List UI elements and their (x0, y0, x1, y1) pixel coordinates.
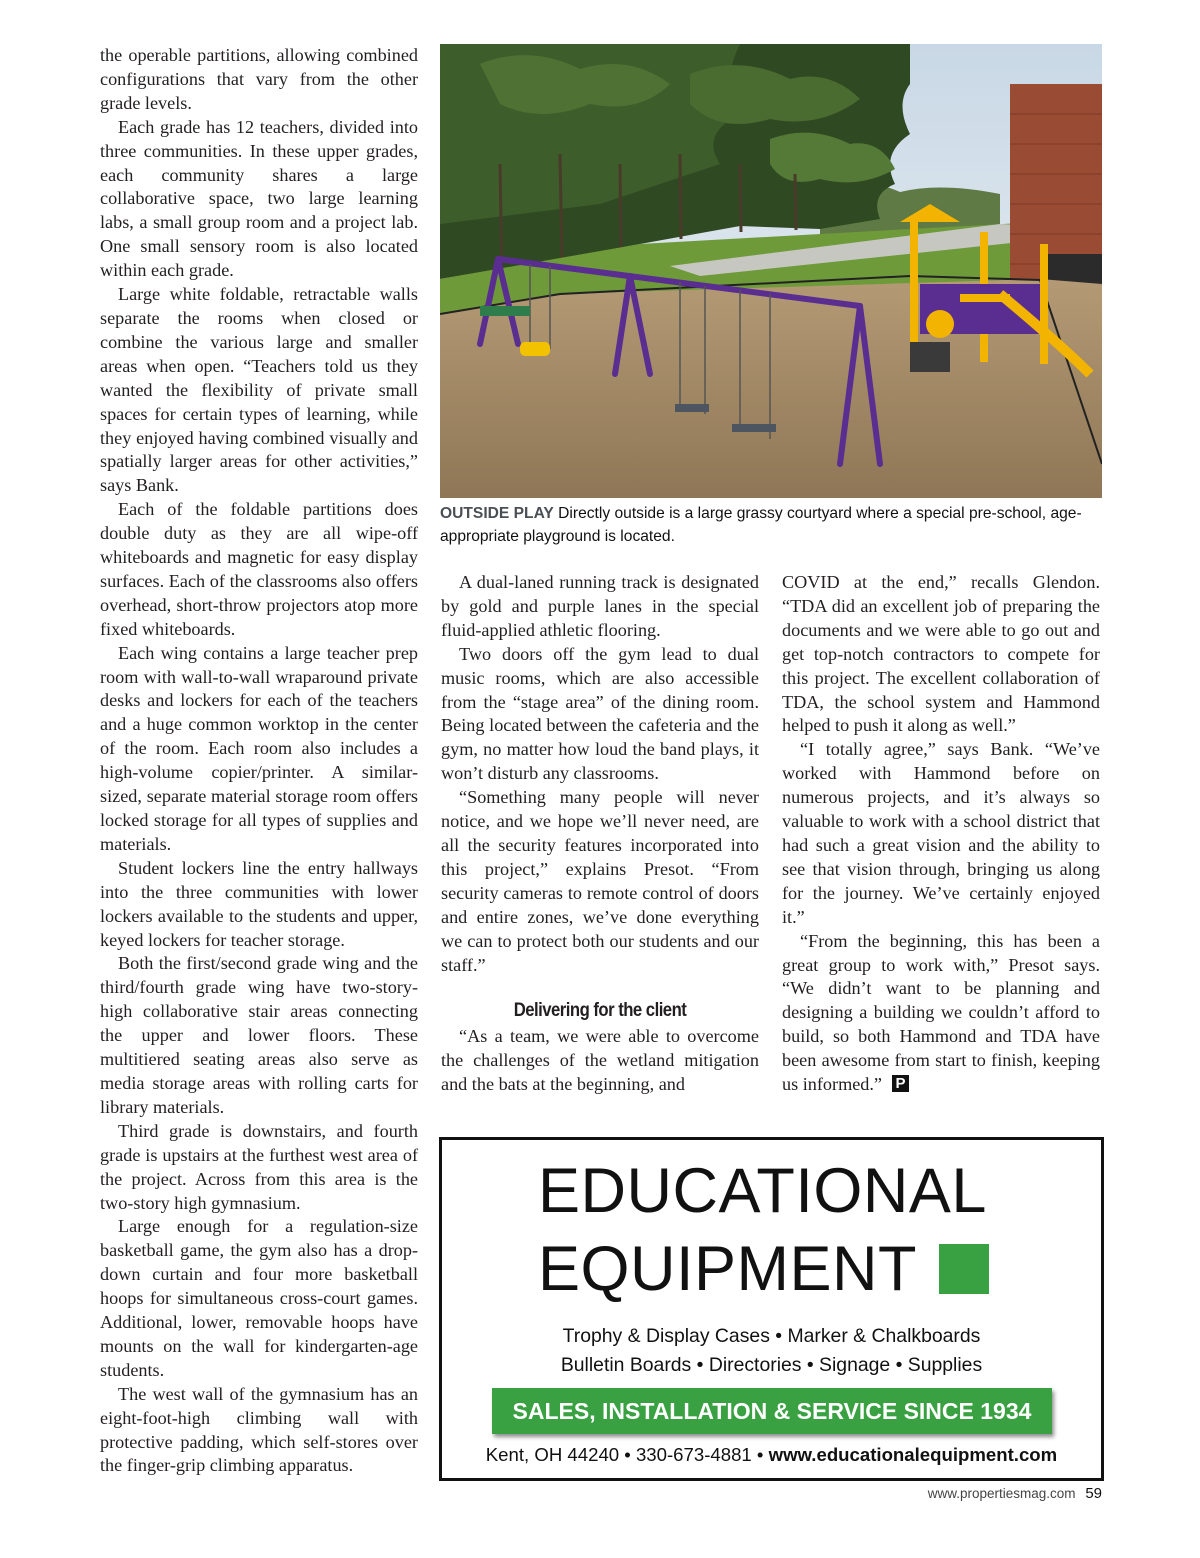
ad-title-line1: EDUCATIONAL (538, 1156, 987, 1226)
article-column-2 (441, 571, 759, 1097)
paragraph: Student lockers line the entry hallways into the three communities with lower lockers available to the students and upper, keyed lockers for teacher storage. (100, 857, 418, 950)
paragraph: “I totally agree,” says Bank. “We’ve worked with Hammond before on numerous projects, and it’s always so valuable to work with a school district that had such a great vision and the ability to see that vision through, bringing us along for the journey. We’ve certainly enjoyed it.” (782, 739, 1100, 927)
paragraph: Third grade is downstairs, and fourth grade is upstairs at the furthest west area of the project. Across from this area is the two-story high gymnasium. (100, 1120, 418, 1213)
caption-text: Directly outside is a large grassy courtyard where a special pre-school, age-appropriate playground is located. (440, 505, 1082, 545)
footer-website: www.propertiesmag.com (927, 1486, 1076, 1501)
paragraph: Each grade has 12 teachers, divided into three communities. In these upper grades, each community shares a large collaborative space, two large learning labs, a small group room and a project lab. One small sensory room is also located within each grade. (100, 116, 418, 281)
ad-contact (442, 1444, 1101, 1466)
paragraph: Large enough for a regulation-size basketball game, the gym also has a drop-down curtain and four more basketball hoops for simultaneous cross-court games. Additional, lower, removable hoops have mounts on the wall for kindergarten-age students. (100, 1216, 418, 1380)
ad-address-phone: Kent, OH 44240 • 330-673-4881 • (485, 1444, 764, 1465)
green-square-logo (939, 1244, 989, 1294)
end-mark-icon: P (892, 1075, 909, 1092)
article-column-3 (782, 571, 1100, 1097)
paragraph: Two doors off the gym lead to dual music rooms, which are also accessible from the “stage area” of the dining room. Being located between the cafeteria and the gym, no matter how loud the band plays, it won’t disturb any classrooms. (441, 643, 759, 784)
ad-products-line2: Bulletin Boards • Directories • Signage • Supplies (560, 1354, 983, 1376)
paragraph: “Something many people will never notice, and we hope we’ll never need, are all the security features incorporated into this project,” explains Presot. “From security cameras to remote control of doors and entire zones, we’ve done everything we can to protect both our students and our staff.” (441, 787, 759, 975)
paragraph-text: “From the beginning, this has been a great group to work with,” Presot says. “We didn’t want to be planning and designing a building we couldn’t afford to build, so both Hammond and TDA have been awesome from start to finish, keeping us informed.” (782, 930, 1100, 1095)
article-column-1 (100, 44, 418, 1478)
ad-website-link[interactable]: www.educationalequipment.com (768, 1444, 1058, 1465)
page-footer (928, 1485, 1102, 1502)
page-number: 59 (1085, 1485, 1102, 1502)
paragraph: the operable partitions, allowing combined configurations that vary from the other grade levels. (100, 45, 418, 113)
paragraph: Each of the foldable partitions does double duty as they are all wipe-off whiteboards and magnetic for easy display surfaces. Each of the classrooms also offers overhead, short-throw projectors atop more fixed whiteboards. (100, 499, 418, 639)
paragraph: “As a team, we were able to overcome the challenges of the wetland mitigation and the bats at the beginning, and (441, 1026, 759, 1095)
section-subhead: Delivering for the client (513, 1000, 687, 1022)
ad-products-line1: Trophy & Display Cases • Marker & Chalkboards (562, 1325, 981, 1347)
paragraph: Each wing contains a large teacher prep room with wall-to-wall wraparound private desks and lockers for each of the teachers and a huge common worktop in the center of the room. Each room also includes a high-volume copier/printer. A similar-sized, separate material storage room offers locked storage for all types of supplies and materials. (100, 642, 418, 854)
educational-equipment-ad[interactable] (439, 1137, 1104, 1481)
paragraph: Large white foldable, retractable walls separate the rooms when closed or combine the various large and smaller areas when open. “Teachers told us they wanted the flexibility of private small spaces for certain types of learning, while they enjoyed having combined visually and spatially larger areas for other activities,” says Bank. (100, 284, 418, 496)
caption-lead: OUTSIDE PLAY (440, 505, 554, 522)
paragraph: COVID at the end,” recalls Glendon. “TDA did an excellent job of preparing the documents and we were able to go out and get top-notch contractors to compete for this project. The excellent collaboration of TDA, the school system and Hammond helped to push it along as well.” (782, 572, 1100, 736)
paragraph (782, 930, 1100, 1097)
ad-title-line2: EQUIPMENT (538, 1234, 918, 1304)
paragraph: A dual-laned running track is designated by gold and purple lanes in the special fluid-applied athletic flooring. (441, 572, 759, 640)
paragraph: Both the first/second grade wing and the third/fourth grade wing have two-story-high collaborative stair areas connecting the upper and lower floors. These multitiered seating areas also serve as media storage areas with rolling carts for library materials. (100, 953, 418, 1117)
paragraph: The west wall of the gymnasium has an eight-foot-high climbing wall with protective padding, which self-stores over the finger-grip climbing apparatus. (100, 1383, 418, 1476)
ad-banner: SALES, INSTALLATION & SERVICE SINCE 1934 (492, 1388, 1052, 1434)
photo-caption (440, 502, 1108, 548)
playground-photo (440, 44, 1102, 498)
